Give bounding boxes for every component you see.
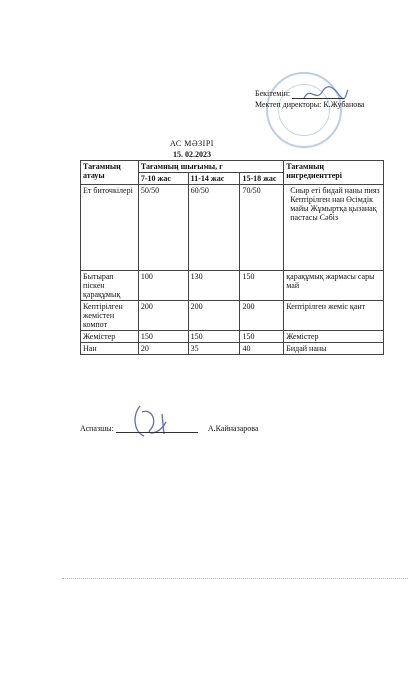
yield-7-10: 150 (138, 331, 188, 343)
dish-ingredients: Сиыр еті бидай наны пияз Кептірілген нан Өсімдік майы Жұмыртқа қызанақ пастасы Сәбіз (284, 185, 384, 271)
page-bottom-rule (62, 578, 408, 579)
cook-signature (122, 402, 182, 442)
menu-date: 15. 02.2023 (173, 150, 211, 159)
table-row (81, 301, 384, 331)
yield-11-14: 130 (188, 271, 240, 301)
age-15-18: 15-18 жас (240, 173, 284, 185)
approval-block (255, 88, 364, 110)
cook-name: А.Кайназарова (207, 424, 259, 433)
yield-15-18: 70/50 (240, 185, 284, 271)
header-name: Тағамның атауы (81, 161, 139, 185)
table-row (81, 185, 384, 271)
dish-name: Ет биточкілері (81, 185, 139, 271)
dish-ingredients: Бидай наны (284, 343, 384, 355)
header-yield: Тағамның шығымы, г (138, 161, 283, 173)
table-row (81, 343, 384, 355)
approval-label: Бекітемін: (255, 89, 291, 98)
dish-name: Жемістер (81, 331, 139, 343)
yield-7-10: 100 (138, 271, 188, 301)
yield-7-10: 200 (138, 301, 188, 331)
footer-block (80, 424, 259, 433)
yield-11-14: 35 (188, 343, 240, 355)
yield-15-18: 150 (240, 331, 284, 343)
menu-table (80, 160, 384, 355)
yield-15-18: 200 (240, 301, 284, 331)
age-11-14: 11-14 жас (188, 173, 240, 185)
age-7-10: 7-10 жас (138, 173, 188, 185)
director-name: Мектеп директоры: К.Жубанова (255, 100, 365, 109)
dish-ingredients: Жемістер (284, 331, 384, 343)
yield-7-10: 50/50 (138, 185, 188, 271)
yield-11-14: 60/50 (188, 185, 240, 271)
header-ingredients: Тағамның ингредиенттері (284, 161, 384, 185)
menu-title: АС МӘЗІРІ (170, 139, 214, 148)
yield-11-14: 150 (188, 331, 240, 343)
signature-line (292, 90, 344, 99)
cook-label: Аспазшы: (80, 424, 114, 433)
header-row (81, 161, 384, 173)
dish-name: Бытырап піскен қарақұмық (81, 271, 139, 301)
table-row (81, 271, 384, 301)
dish-ingredients: қарақұмық жармасы сары май (284, 271, 384, 301)
dish-name: Кептірілген жемістен компот (81, 301, 139, 331)
cook-signature-line (116, 424, 198, 433)
dish-name: Нан (81, 343, 139, 355)
dish-ingredients: Кептірілген жеміс қант (284, 301, 384, 331)
yield-15-18: 150 (240, 271, 284, 301)
yield-11-14: 200 (188, 301, 240, 331)
yield-15-18: 40 (240, 343, 284, 355)
table-row (81, 331, 384, 343)
yield-7-10: 20 (138, 343, 188, 355)
